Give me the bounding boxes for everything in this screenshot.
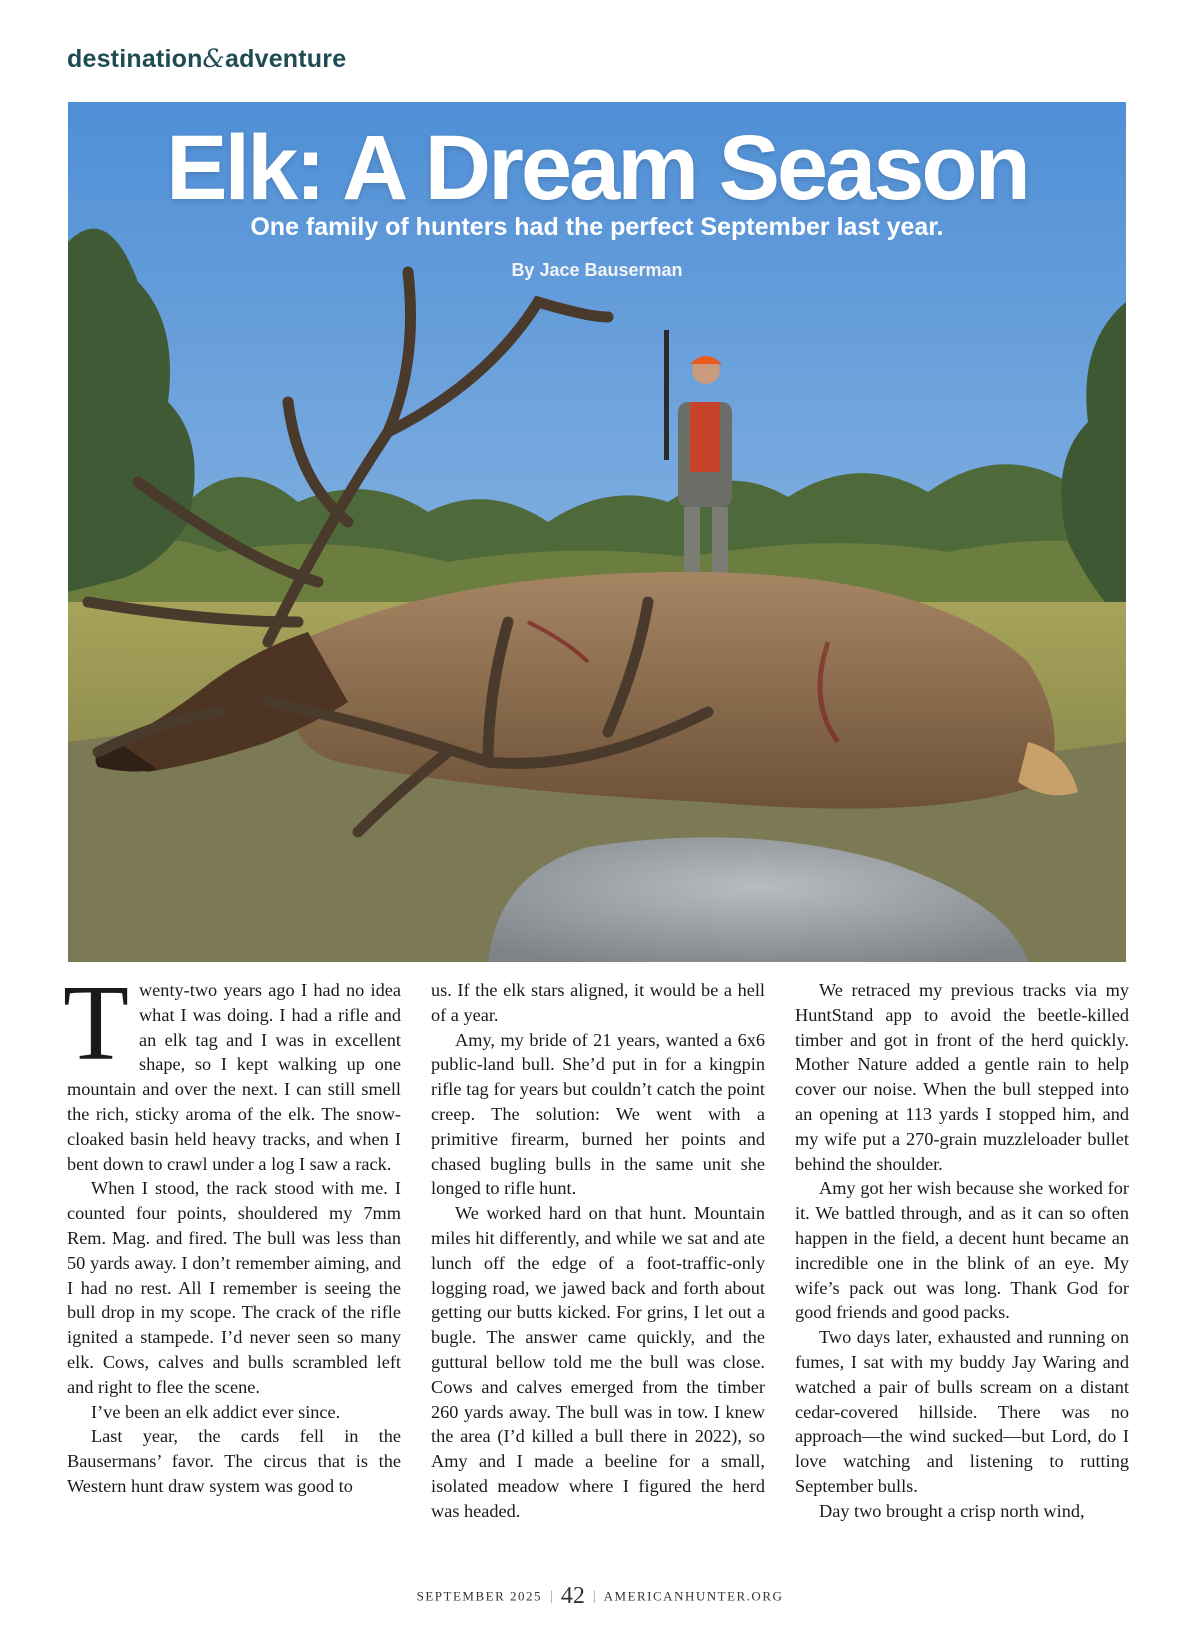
footer-separator: | xyxy=(550,1588,553,1604)
paragraph: Last year, the cards fell in the Bausermans’ favor. The circus that is the Western hunt draw system was good to xyxy=(67,1426,401,1496)
section-label xyxy=(67,44,346,74)
article-column-1 xyxy=(63,964,401,1499)
paragraph: Day two brought a crisp north wind, xyxy=(819,1500,1085,1521)
footer-separator: | xyxy=(592,1588,596,1604)
paragraph: Amy, my bride of 21 years, wanted a 6x6 public-land bull. She’d put in for a kingpin rifle tag for years but couldn’t catch the point creep. The solution: We went with a primitive firearm, burned her points and chased bugling bulls in the same unit she longed to rifle hunt. xyxy=(431,1029,765,1199)
footer-website[interactable]: AMERICANHUNTER.ORG xyxy=(603,1588,784,1604)
paragraph: We retraced my previous tracks via my HuntStand app to avoid the beetle-killed timber and got in front of the herd quickly. Mother Nature added a gentle rain to help cover our noise. When the bull stepped into an opening at 113 yards I stopped him, and my wife put a 270-grain muzzleloader bullet behind the shoulder. xyxy=(795,980,1129,1174)
section-label-ampersand: & xyxy=(202,44,226,73)
article-body xyxy=(63,964,1129,1558)
paragraph: us. If the elk stars aligned, it would be a hell of a year. xyxy=(431,980,765,1025)
footer-issue-date: SEPTEMBER 2025 xyxy=(416,1588,542,1604)
section-label-destination: destination xyxy=(67,45,203,73)
article-column-2 xyxy=(431,978,765,1524)
article-byline: By Jace Bauserman xyxy=(511,260,683,280)
article-column-3 xyxy=(795,978,1129,1524)
page-number: 42 xyxy=(560,1583,585,1609)
article-title: Elk: A Dream Season xyxy=(166,117,1028,219)
section-label-adventure: adventure xyxy=(225,45,347,73)
paragraph xyxy=(63,964,401,1176)
paragraph: I’ve been an elk addict ever since. xyxy=(91,1401,341,1422)
paragraph: When I stood, the rack stood with me. I counted four points, shouldered my 7mm Rem. Mag. and fired. The bull was less than 50 yards away. I don’t remember aiming, and I had no rest. All I remember is seeing the bull drop in my scope. The crack of the rifle ignited a stampede. I’d never seen so many elk. Cows, calves and bulls scrambled left and right to flee the scene. xyxy=(67,1178,401,1397)
article-subtitle: One family of hunters had the perfect September last year. xyxy=(250,213,944,241)
paragraph: Amy got her wish because she worked for it. We battled through, and as it can so often happen in the field, a decent hunt became an incredible one in the blink of an eye. My wife’s pack out was long. Thank God for good friends and good packs. xyxy=(795,1178,1129,1323)
paragraph-text: wenty-two years ago I had no idea what I was doing. I had a rifle and an elk tag and I was in excellent shape, so I kept walking up one mountain and over the next. I can still smell the rich, sticky aroma of the elk. The snow-cloaked basin held heavy tracks, and when I bent down to crawl under a log I saw a rack. xyxy=(67,980,401,1174)
hero-photo xyxy=(68,102,1126,962)
paragraph: We worked hard on that hunt. Mountain miles hit differently, and while we sat and ate lunch off the edge of a foot-traffic-only logging road, we jawed back and forth about getting our butts kicked. For grins, I let out a bugle. The answer came quickly, and the guttural bellow told me the bull was close. Cows and calves emerged from the timber 260 yards away. The bull was in tow. I knew the area (I’d killed a bull there in 2022), so Amy and I made a beeline for a small, isolated meadow where I figured the herd was headed. xyxy=(431,1203,765,1521)
paragraph: Two days later, exhausted and running on fumes, I sat with my buddy Jay Waring and watched a pair of bulls scream on a distant cedar-covered hillside. There was no approach—the wind sucked—but Lord, do I love watching and listening to rutting September bulls. xyxy=(795,1327,1129,1496)
drop-cap: T xyxy=(63,964,129,1083)
page-footer xyxy=(0,1583,1200,1610)
